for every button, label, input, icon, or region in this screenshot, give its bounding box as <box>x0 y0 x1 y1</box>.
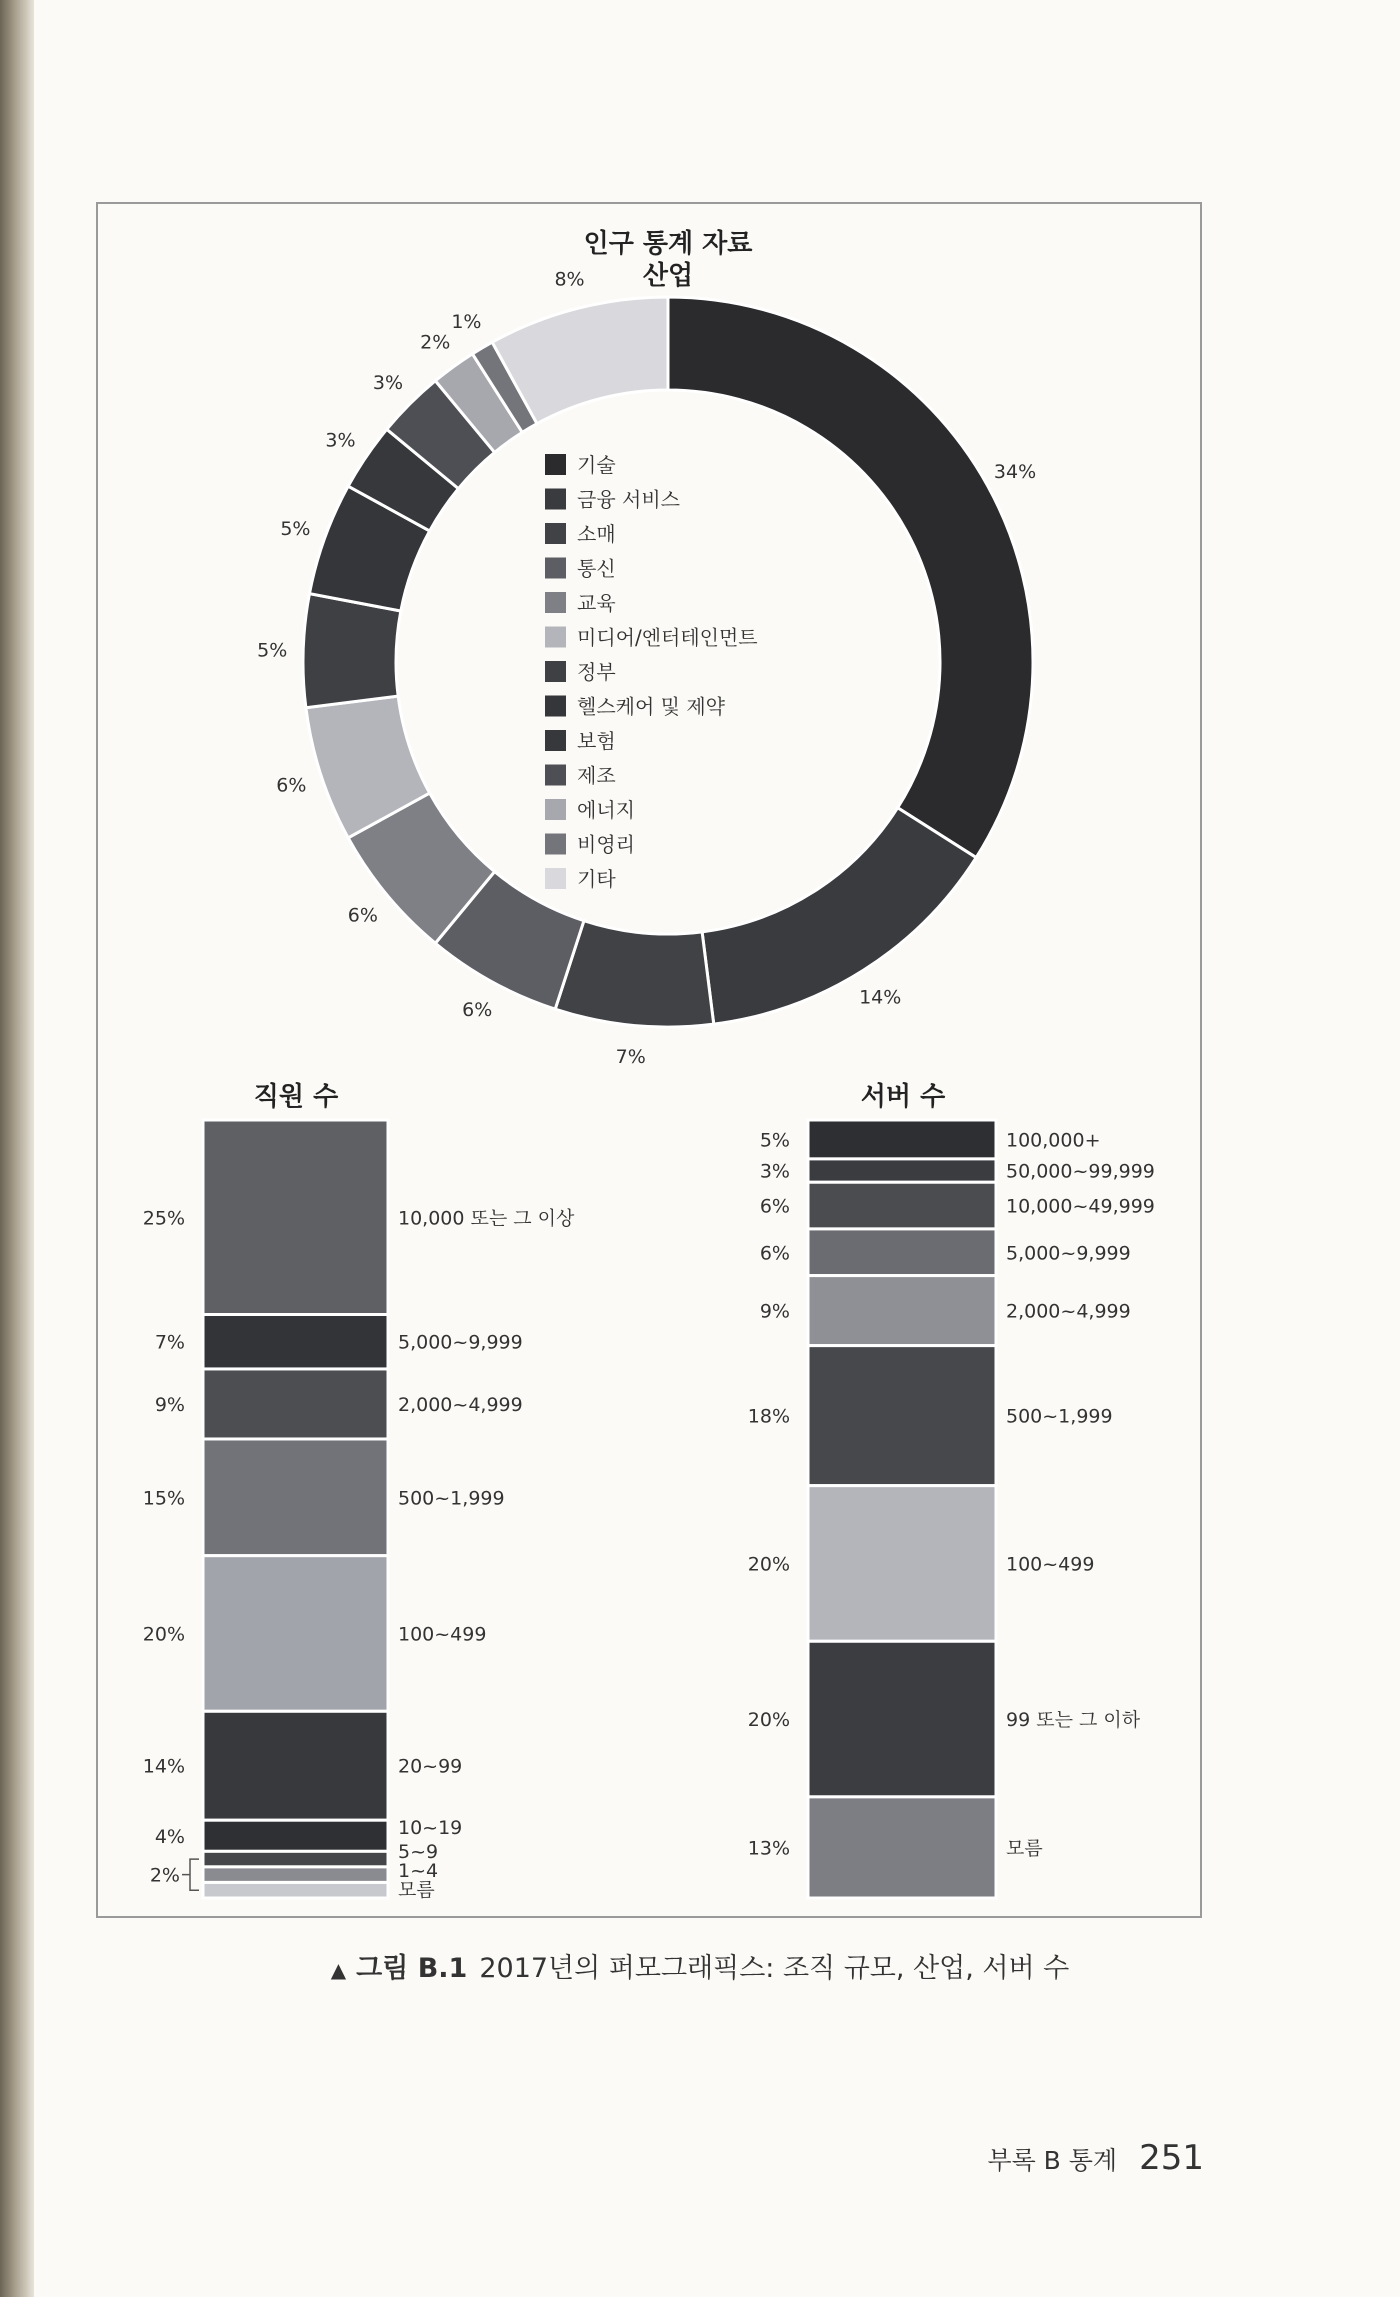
legend-swatch-1 <box>545 489 566 510</box>
servers-category-label-5: 500~1,999 <box>1006 1405 1113 1428</box>
page-number: 251 <box>1139 2138 1204 2178</box>
legend-swatch-0 <box>545 454 566 475</box>
legend-entry-6: 정부 <box>577 660 616 684</box>
servers-category-label-1: 50,000~99,999 <box>1006 1160 1155 1183</box>
legend-entry-4: 교육 <box>577 591 616 615</box>
donut-slice-label-9: 3% <box>372 371 404 394</box>
donut-slice-label-0: 34% <box>993 461 1037 484</box>
servers-segment-7 <box>808 1641 996 1797</box>
donut-slice-label-10: 2% <box>420 331 451 354</box>
legend-swatch-6 <box>545 661 566 682</box>
employees-value-label-3: 15% <box>142 1487 185 1510</box>
servers-segment-8 <box>808 1797 996 1898</box>
donut-slice-label-6: 5% <box>257 639 288 662</box>
legend-swatch-4 <box>545 592 566 613</box>
donut-slice-6 <box>303 594 401 708</box>
donut-slice-0 <box>668 297 1033 858</box>
employees-category-label-3: 500~1,999 <box>398 1487 505 1510</box>
employees-segment-0 <box>203 1120 388 1315</box>
servers-segment-4 <box>808 1276 996 1346</box>
servers-segment-2 <box>808 1182 996 1229</box>
donut-title-group <box>584 228 754 291</box>
servers-chart-title: 서버 수 <box>860 1082 946 1112</box>
servers-value-label-0: 5% <box>759 1129 790 1152</box>
donut-slice-label-1: 14% <box>859 986 902 1009</box>
donut-slice-label-8: 3% <box>325 429 356 452</box>
employees-segment-7 <box>203 1851 388 1867</box>
figure-label: 그림 B.1 <box>356 1953 468 1984</box>
employees-value-label-1: 7% <box>154 1331 185 1354</box>
employees-segment-9 <box>203 1882 388 1898</box>
figure-caption-text: 2017년의 퍼모그래픽스: 조직 규모, 산업, 서버 수 <box>479 1953 1070 1984</box>
servers-segment-6 <box>808 1486 996 1642</box>
legend-entry-7: 헬스케어 및 제약 <box>577 694 725 719</box>
employees-value-label-2: 9% <box>154 1393 185 1416</box>
donut-slice-label-11: 1% <box>451 311 482 334</box>
servers-segment-3 <box>808 1229 996 1276</box>
employees-segment-8 <box>203 1867 388 1883</box>
servers-category-label-6: 100~499 <box>1006 1553 1095 1576</box>
servers-category-label-4: 2,000~4,999 <box>1006 1300 1131 1323</box>
industry-legend <box>545 453 758 891</box>
legend-entry-9: 제조 <box>577 763 616 788</box>
employees-category-label-8: 1~4 <box>398 1860 439 1882</box>
donut-slice-1 <box>702 808 976 1024</box>
legend-entry-0: 기술 <box>577 453 616 477</box>
legend-swatch-11 <box>545 834 566 855</box>
figure-caption <box>0 1946 1400 1985</box>
legend-swatch-3 <box>545 558 566 579</box>
legend-swatch-2 <box>545 523 566 544</box>
employees-segment-2 <box>203 1369 388 1439</box>
employees-chart-title: 직원 수 <box>253 1082 339 1112</box>
legend-swatch-8 <box>545 730 566 751</box>
servers-value-label-8: 13% <box>747 1837 790 1860</box>
employees-category-label-6: 10~19 <box>398 1817 463 1839</box>
employees-small-segments-bracket <box>182 1859 199 1890</box>
employees-segment-6 <box>203 1820 388 1851</box>
legend-entry-5: 미디어/엔터테인먼트 <box>577 625 758 650</box>
servers-category-label-0: 100,000+ <box>1006 1129 1101 1152</box>
employees-category-label-2: 2,000~4,999 <box>398 1393 523 1416</box>
servers-value-label-5: 18% <box>747 1405 790 1428</box>
donut-chart-title: 인구 통계 자료 <box>583 229 753 259</box>
employees-value-label-0: 25% <box>142 1207 185 1230</box>
employees-value-label-5: 14% <box>142 1755 185 1778</box>
legend-swatch-12 <box>545 868 566 889</box>
employees-category-label-7: 5~9 <box>398 1841 439 1863</box>
legend-entry-8: 보험 <box>577 729 616 753</box>
servers-value-label-6: 20% <box>747 1553 790 1576</box>
legend-swatch-5 <box>545 627 566 648</box>
employees-segment-1 <box>203 1315 388 1369</box>
servers-value-label-3: 6% <box>759 1242 790 1265</box>
legend-swatch-10 <box>545 799 566 820</box>
servers-value-label-7: 20% <box>747 1709 790 1732</box>
donut-slice-label-5: 6% <box>276 774 307 797</box>
servers-segment-5 <box>808 1346 996 1486</box>
donut-slice-label-7: 5% <box>280 517 311 540</box>
servers-value-label-1: 3% <box>759 1160 790 1183</box>
employees-value-label-6: 4% <box>154 1825 185 1848</box>
employees-category-label-5: 20~99 <box>398 1755 463 1778</box>
donut-slice-label-12: 8% <box>554 268 585 291</box>
employees-category-label-0: 10,000 또는 그 이상 <box>398 1207 575 1230</box>
employees-value-label-4: 20% <box>142 1623 185 1646</box>
legend-swatch-7 <box>545 696 566 717</box>
donut-slice-label-2: 7% <box>615 1046 646 1069</box>
legend-swatch-9 <box>545 765 566 786</box>
employees-segment-3 <box>203 1439 388 1556</box>
employees-segment-5 <box>203 1711 388 1820</box>
servers-segment-0 <box>808 1120 996 1159</box>
servers-category-label-2: 10,000~49,999 <box>1006 1195 1155 1218</box>
legend-entry-11: 비영리 <box>577 832 635 857</box>
triangle-icon: ▲ <box>330 1958 347 1982</box>
legend-entry-1: 금융 서비스 <box>577 487 680 512</box>
employees-segment-4 <box>203 1556 388 1712</box>
servers-segment-1 <box>808 1159 996 1182</box>
employees-category-label-4: 100~499 <box>398 1623 487 1646</box>
industry-donut-chart <box>257 268 1036 1068</box>
servers-value-label-4: 9% <box>759 1300 790 1323</box>
servers-category-label-7: 99 또는 그 이하 <box>1006 1709 1141 1732</box>
employees-bracket-value-label: 2% <box>149 1864 180 1887</box>
footer-section: 부록 B 통계 <box>987 2146 1118 2175</box>
donut-slice-label-4: 6% <box>347 904 378 927</box>
servers-stacked-bar <box>748 1120 1155 1898</box>
employees-stacked-bar <box>143 1120 575 1901</box>
page-footer <box>987 2138 1204 2178</box>
legend-entry-2: 소매 <box>577 522 616 546</box>
donut-slice-label-3: 6% <box>462 999 493 1022</box>
servers-category-label-3: 5,000~9,999 <box>1006 1242 1131 1265</box>
legend-entry-3: 통신 <box>577 556 616 581</box>
employees-category-label-9: 모름 <box>398 1879 435 1901</box>
servers-value-label-2: 6% <box>759 1195 790 1218</box>
employees-category-label-1: 5,000~9,999 <box>398 1331 523 1354</box>
legend-entry-12: 기타 <box>577 867 616 891</box>
servers-category-label-8: 모름 <box>1006 1837 1043 1860</box>
legend-entry-10: 에너지 <box>577 798 635 822</box>
donut-chart-subtitle: 산업 <box>642 261 694 291</box>
